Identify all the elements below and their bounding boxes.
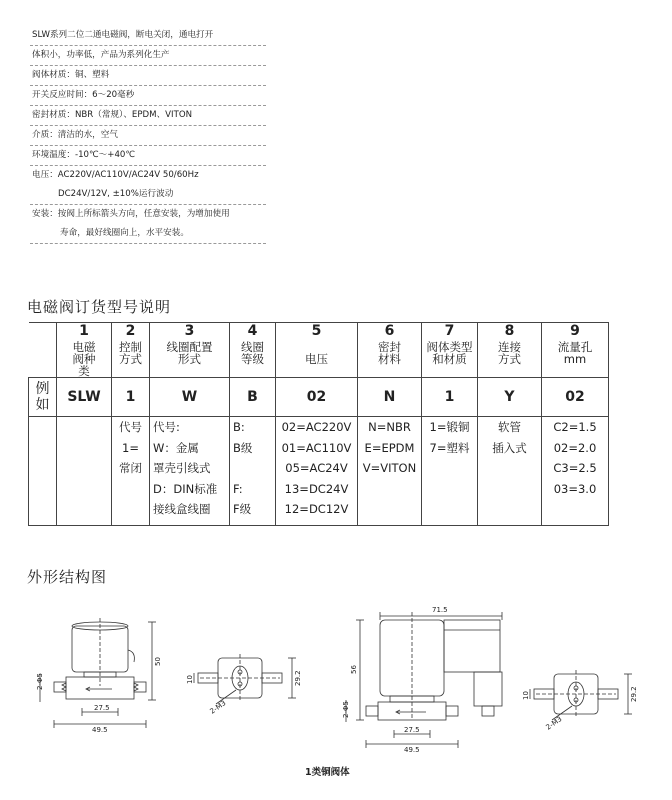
spec-line: 开关反应时间：6～20毫秒 (30, 86, 266, 106)
column-name: 密封材料 (378, 340, 401, 366)
dim-label: 10 (522, 691, 530, 700)
option-text: E=EPDM (364, 440, 415, 455)
column-number: 7 (422, 323, 478, 342)
valve-end-view-right (530, 670, 632, 720)
dim-label: 2-M3 (208, 699, 228, 716)
spec-line: SLW系列二位二通电磁阀，断电关闭，通电打开 (30, 26, 266, 46)
dim-label: 2-M3 (544, 715, 564, 732)
column-name: 线圈等级 (241, 340, 264, 366)
dim-label: 50 (154, 657, 162, 666)
example-value: B (230, 378, 276, 417)
order-code-table (28, 322, 609, 526)
option-text: F级 (233, 502, 252, 516)
option-text: N=NBR (368, 420, 411, 434)
example-value: Y (478, 378, 542, 417)
option-text: C2=1.5 (553, 420, 597, 434)
dim-label: 27.5 (404, 726, 420, 734)
option-text: 7=塑料 (429, 440, 470, 455)
dim-label: 2-Φ5 (36, 673, 44, 690)
example-row (29, 378, 609, 417)
option-text: 代号 (119, 420, 142, 434)
options-cell (422, 417, 478, 526)
spec-line: 密封材质：NBR（常规）、EPDM、VITON (30, 106, 266, 126)
example-value: 02 (542, 378, 609, 417)
spec-list (30, 26, 266, 244)
spec-line: 寿命，最好线圈向上，水平安装。 (30, 224, 266, 244)
dim-label: 49.5 (92, 726, 108, 734)
dim-label: 27.5 (94, 704, 110, 712)
spec-line: 阀体材质：铜、塑料 (30, 66, 266, 86)
example-value: 1 (112, 378, 150, 417)
options-cell (478, 417, 542, 526)
spec-line: 环境温度：-10℃～+40℃ (30, 146, 266, 166)
options-cell (112, 417, 150, 526)
option-text: 02=AC220V (281, 420, 352, 434)
column-number: 1 (57, 323, 112, 342)
options-row (29, 417, 609, 526)
option-text: 插入式 (492, 440, 527, 455)
option-text: 03=3.0 (553, 481, 597, 496)
dim-label: 10 (186, 675, 194, 684)
option-text: 软管 (498, 420, 521, 434)
column-name: 控制方式 (119, 340, 142, 366)
spec-line: 电压：AC220V/AC110V/AC24V 50/60Hz (32, 170, 199, 180)
example-value: N (358, 378, 422, 417)
column-number: 5 (276, 323, 358, 342)
spec-line: DC24V/12V, ±10%运行波动 (30, 185, 266, 205)
column-number: 9 (542, 323, 609, 342)
column-name: 电磁阀种类 (72, 340, 96, 378)
column-number: 2 (112, 323, 150, 342)
column-name: 阀体类型和材质 (426, 340, 473, 366)
dim-label: 29.2 (294, 670, 302, 686)
options-cell (542, 417, 609, 526)
option-text: B: (233, 420, 245, 434)
option-text: 罩壳引线式 (153, 461, 211, 475)
options-cell (276, 417, 358, 526)
options-cell (230, 417, 276, 526)
option-text: 12=DC12V (284, 502, 349, 516)
option-text: W：金属 (153, 440, 199, 455)
option-text: 01=AC110V (281, 440, 352, 455)
option-text: 常闭 (119, 461, 142, 475)
column-number: 4 (230, 323, 276, 342)
column-number: 6 (358, 323, 422, 342)
example-value: 02 (276, 378, 358, 417)
options-cell (358, 417, 422, 526)
option-text (233, 458, 275, 479)
option-text: 13=DC24V (284, 481, 349, 496)
column-name: 连接方式 (498, 340, 521, 366)
spec-line: 介质：清洁的水，空气 (30, 126, 266, 146)
dim-label: 71.5 (432, 606, 448, 614)
option-text: 1= (122, 440, 139, 455)
option-text: D：DIN标准 (153, 481, 218, 496)
example-value: W (150, 378, 230, 417)
option-text: V=VITON (362, 461, 417, 475)
option-text: 05=AC24V (285, 461, 348, 475)
option-text: 接线盒线圈 (153, 502, 211, 516)
option-text: 代号: (153, 420, 180, 434)
dim-label: 49.5 (404, 746, 420, 754)
example-value: SLW (57, 378, 112, 417)
option-text: F: (233, 481, 243, 496)
dim-label: 29.2 (630, 686, 638, 702)
example-label: 例如 (35, 381, 50, 413)
column-number-row (29, 323, 609, 342)
structure-title: 外形结构图 (27, 568, 108, 586)
column-name: 电压 (305, 352, 328, 366)
column-number: 8 (478, 323, 542, 342)
outline-drawing (0, 590, 672, 760)
dimension-lines-left (40, 622, 156, 728)
figure-caption: 1类铜阀体 (305, 767, 350, 778)
example-value: 1 (422, 378, 478, 417)
valve-end-view-left (194, 654, 296, 704)
option-text: C3=2.5 (553, 461, 597, 475)
valve-side-view-left (54, 618, 146, 699)
options-cell (150, 417, 230, 526)
column-name: 线圈配置形式 (166, 340, 213, 366)
column-name: 流量孔mm (557, 340, 593, 366)
valve-side-view-right (366, 612, 502, 720)
spec-line: 体积小，功率低，产品为系列化生产 (30, 46, 266, 66)
option-text: 1=锻铜 (429, 420, 470, 434)
column-name-row (29, 341, 609, 378)
column-number: 3 (150, 323, 230, 342)
dim-label: 2-Φ5 (342, 701, 350, 718)
option-text: B级 (233, 440, 253, 455)
option-text: 02=2.0 (553, 440, 597, 455)
order-title: 电磁阀订货型号说明 (27, 298, 172, 316)
spec-line: 安装：按阀上所标箭头方向，任意安装，为增加使用 (32, 209, 230, 219)
dim-label: 56 (350, 665, 358, 674)
dimension-lines-right (346, 612, 502, 748)
